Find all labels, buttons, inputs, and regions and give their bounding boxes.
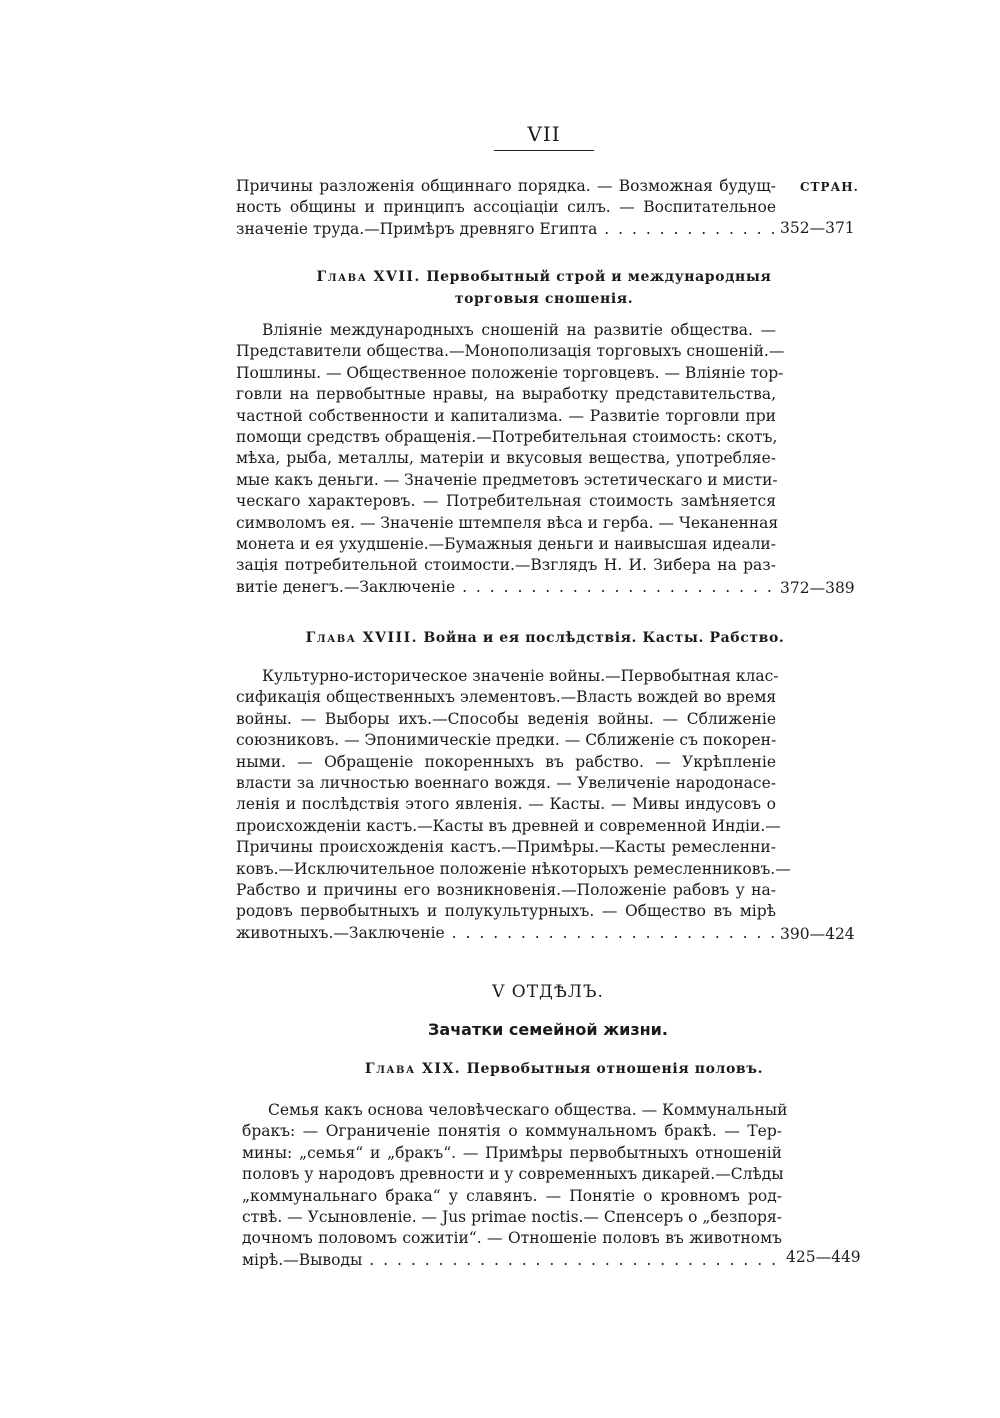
entry-line: ковъ.—Исключительное положеніе нѣкоторыхъ ремесленниковъ.— bbox=[236, 859, 791, 878]
entry-line: Культурно-историческое значеніе войны.—Первобытная клас- bbox=[262, 667, 779, 685]
section-subtitle: Зачатки семейной жизни. bbox=[428, 1020, 668, 1039]
page-number: VII bbox=[527, 122, 561, 146]
entry-line: родовъ первобытныхъ и полукультурныхъ. — Общество въ мірѣ bbox=[236, 902, 776, 921]
entry-line: монета и ея ухудшеніе.—Бумажныя деньги и наивысшая идеали- bbox=[236, 535, 776, 554]
entry-line: Причины разложенія общиннаго порядка. — Возможная будущ- bbox=[236, 177, 776, 195]
chapter-xix-contents bbox=[242, 1100, 788, 1271]
column-label-pages: СТРАН. bbox=[800, 180, 859, 194]
entry-line: Представители общества.—Монополизація торговыхъ сношеній.— bbox=[236, 342, 785, 361]
entry-line: половъ у народовъ древности и у современныхъ дикарей.—Слѣды bbox=[242, 1165, 784, 1184]
chapter-heading-xix bbox=[0, 1058, 1000, 1080]
chapter-heading-line bbox=[0, 1058, 1000, 1080]
chapter-title-line2: торговыя сношенія. bbox=[454, 291, 634, 307]
entry-line: бракъ: — Ограниченіе понятія о коммунальномъ бракѣ. — Тер- bbox=[242, 1122, 782, 1141]
page-range: 352—371 bbox=[780, 219, 855, 237]
entry-line: частной собственности и капитализма. — Развитіе торговли при bbox=[236, 406, 776, 425]
entry-line: Рабство и причины его возникновенія.—Положеніе рабовъ у на- bbox=[236, 881, 776, 900]
chapter-heading-line bbox=[0, 266, 1000, 288]
entry-line: сификація общественныхъ элементовъ.—Власть вождей во время bbox=[236, 688, 777, 707]
entry-line: власти за личностью военнаго вождя. — Увеличеніе народонасе- bbox=[236, 774, 776, 793]
entry-line: животныхъ.—Заключеніе . . . bbox=[236, 923, 776, 944]
entry-line: ленія и послѣдствія этого явленія. — Касты. — Мивы индусовъ о bbox=[236, 795, 776, 814]
entry-line: Вліяніе международныхъ сношеній на развитіе общества. — bbox=[262, 321, 776, 339]
section-title: V ОТДѢЛЪ. bbox=[492, 982, 604, 1002]
entry-line: зація потребительной стоимости.—Взглядъ Н. И. Зибера на раз- bbox=[236, 556, 776, 575]
entry-line: помощи средствъ обращенія.—Потребительная стоимость: скотъ, bbox=[236, 428, 778, 447]
entry-line: символомъ ея. — Значеніе штемпеля вѣса и герба. — Чеканенная bbox=[236, 513, 779, 532]
entry-line: значеніе труда.—Примѣръ древняго Египта . . . bbox=[236, 219, 776, 240]
entry-line: ческаго характеровъ. — Потребительная стоимость замѣняется bbox=[236, 492, 776, 511]
page-range: 372—389 bbox=[780, 579, 855, 597]
entry-line: союзниковъ. — Эпонимическіе предки. — Сближеніе съ покорен- bbox=[236, 731, 777, 750]
header-rule bbox=[494, 150, 594, 151]
entry-line: мые какъ деньги. — Значеніе предметовъ эстетическаго и мисти- bbox=[236, 470, 778, 489]
entry-line: витіе денегъ.—Заключеніе . . . bbox=[236, 577, 776, 598]
entry-line: ствѣ. — Усыновленіе. — Jus primae noctis.— Спенсеръ о „безпоря- bbox=[242, 1208, 782, 1227]
entry-line: мины: „семья“ и „бракъ“. — Примѣры первобытныхъ отношеній bbox=[242, 1143, 782, 1162]
entry-line: Семья какъ основа человѣческаго общества. — Коммунальный bbox=[268, 1101, 788, 1119]
entry-line: дочномъ половомъ сожитіи“. — Отношеніе половъ въ животномъ bbox=[242, 1229, 782, 1248]
chapter-heading-xviii bbox=[0, 627, 1000, 649]
chapter-title: Война и ея послѣдствія. Касты. Рабство. bbox=[423, 630, 785, 646]
entry-line: мѣха, рыба, металлы, матеріи и вкусовыя вещества, употребляе- bbox=[236, 449, 776, 468]
entry-line: мірѣ.—Выводы . . . bbox=[242, 1250, 782, 1271]
entry-line: ными. — Обращеніе покоренныхъ въ рабство. — Укрѣпленіе bbox=[236, 752, 776, 771]
entry-line: „коммунальнаго брака“ у славянъ. — Понятіе о кровномъ род- bbox=[242, 1186, 782, 1205]
entry-line: Причины происхожденія кастъ.—Примѣры.—Касты ремесленни- bbox=[236, 838, 776, 857]
chapter-title: Первобытныя отношенія половъ. bbox=[466, 1061, 764, 1077]
chapter-label: Глава XVIII. bbox=[305, 630, 418, 646]
chapter-xvii-contents bbox=[236, 320, 785, 598]
chapter-label: Глава XVII. bbox=[316, 269, 421, 285]
entry-line: происхожденіи кастъ.—Касты въ древней и современной Индіи.— bbox=[236, 816, 781, 835]
chapter-heading-line bbox=[0, 627, 1000, 649]
page-range: 390—424 bbox=[780, 925, 855, 943]
page-range: 425—449 bbox=[786, 1248, 861, 1266]
entry-line: говли на первобытные нравы, на выработку представительства, bbox=[236, 385, 776, 404]
toc-entry-continuation bbox=[236, 176, 776, 240]
entry-line: Пошлины. — Общественное положеніе торговцевъ. — Вліяніе тор- bbox=[236, 363, 784, 382]
chapter-heading-xvii bbox=[0, 266, 1000, 310]
entry-line: ность общины и принципъ ассоціаціи силъ. — Воспитательное bbox=[236, 198, 776, 217]
chapter-xviii-contents bbox=[236, 666, 791, 944]
entry-line: войны. — Выборы ихъ.—Способы веденія войны. — Сближеніе bbox=[236, 709, 776, 728]
chapter-title: Первобытный строй и международныя bbox=[426, 269, 772, 285]
chapter-label: Глава XIX. bbox=[364, 1061, 462, 1077]
